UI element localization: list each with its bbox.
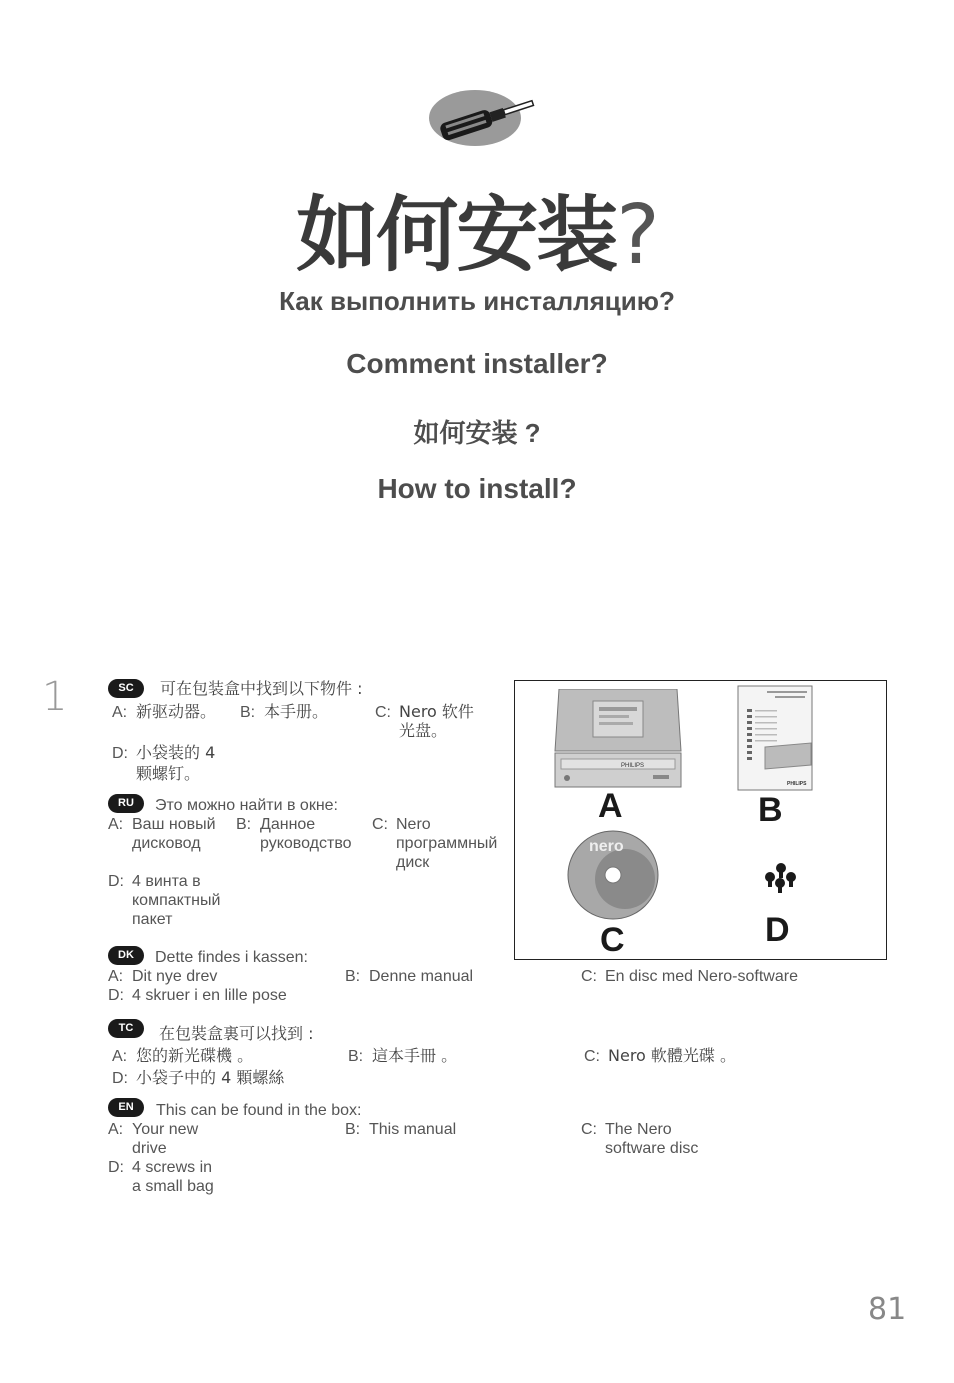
ru-d1: 4 винта в	[132, 873, 201, 890]
badge-en: EN	[108, 1098, 144, 1117]
sc-c1: Nero 软件	[399, 702, 474, 721]
tc-d: 小袋子中的 4 顆螺絲	[136, 1068, 285, 1087]
manual-image	[737, 685, 815, 793]
letter-a: A	[598, 787, 623, 825]
ru-a-key: A:	[108, 816, 124, 833]
ru-d3: пакет	[132, 911, 173, 928]
page-title: 如何安装?	[296, 188, 658, 283]
drive-image	[553, 689, 683, 789]
dk-c: En disc med Nero-software	[605, 968, 798, 985]
dk-intro: Dette findes i kassen:	[155, 949, 308, 966]
screws-image	[761, 861, 801, 895]
heading-ru: Как выполнить инсталляцию?	[279, 286, 675, 316]
tc-intro: 在包裝盒裏可以找到 :	[159, 1024, 314, 1043]
en-d-key: D:	[108, 1159, 124, 1176]
manual-brand: PHILIPS	[787, 781, 807, 787]
en-intro: This can be found in the box:	[156, 1102, 362, 1119]
tc-a: 您的新光碟機 。	[136, 1046, 254, 1065]
heading-fr: Comment installer?	[346, 348, 608, 379]
sc-b: 本手册。	[264, 702, 329, 721]
contents-illustration	[514, 680, 887, 960]
en-a1: Your new	[132, 1121, 199, 1138]
ru-c2: программный	[396, 835, 498, 852]
page-number: 81	[868, 1292, 907, 1327]
tc-c: Nero 軟體光碟 。	[608, 1046, 737, 1065]
ru-c3: диск	[396, 854, 430, 871]
en-c2: software disc	[605, 1140, 699, 1157]
ru-d-key: D:	[108, 873, 124, 890]
tc-c-key: C:	[584, 1048, 600, 1065]
heading-sc: 如何安装 ?	[413, 418, 541, 448]
badge-ru: RU	[108, 794, 144, 813]
en-d2: a small bag	[132, 1178, 214, 1195]
en-a-key: A:	[108, 1121, 124, 1138]
badge-sc: SC	[108, 679, 144, 698]
tc-a-key: A:	[112, 1048, 128, 1065]
en-c1: The Nero	[605, 1121, 672, 1138]
ru-c-key: C:	[372, 816, 388, 833]
tc-b: 這本手冊 。	[372, 1046, 458, 1065]
step-number: 1	[42, 674, 68, 720]
sc-a-key: A:	[112, 704, 128, 721]
sc-intro: 可在包装盒中找到以下物件 :	[160, 679, 363, 698]
dk-a-key: A:	[108, 968, 124, 985]
disc-image	[565, 829, 661, 921]
badge-tc: TC	[108, 1019, 144, 1038]
tc-d-key: D:	[112, 1070, 128, 1087]
dk-c-key: C:	[581, 968, 597, 985]
en-b: This manual	[369, 1121, 457, 1138]
en-b-key: B:	[345, 1121, 361, 1138]
ru-b-key: B:	[236, 816, 252, 833]
letter-c: C	[600, 921, 625, 959]
sc-a: 新驱动器。	[136, 702, 217, 721]
dk-b: Denne manual	[369, 968, 474, 985]
ru-b2: руководство	[260, 835, 352, 852]
ru-d2: компактный	[132, 892, 221, 909]
dk-a: Dit nye drev	[132, 968, 218, 985]
sc-b-key: B:	[240, 704, 256, 721]
screwdriver-icon	[425, 86, 545, 150]
letter-d: D	[765, 911, 790, 949]
ru-c1: Nero	[396, 816, 431, 833]
ru-b1: Данное	[260, 816, 316, 833]
sc-c2: 光盘。	[399, 721, 448, 740]
sc-c-key: C:	[375, 704, 391, 721]
tc-b-key: B:	[348, 1048, 364, 1065]
ru-intro: Это можно найти в окне:	[155, 797, 338, 814]
dk-b-key: B:	[345, 968, 361, 985]
sc-d2: 颗螺钉。	[136, 764, 201, 783]
heading-en: How to install?	[377, 473, 577, 504]
dk-d-key: D:	[108, 987, 124, 1004]
ru-a2: дисковод	[132, 835, 201, 852]
badge-dk: DK	[108, 946, 144, 965]
en-d1: 4 screws in	[132, 1159, 213, 1176]
sc-d-key: D:	[112, 745, 128, 762]
sc-d1: 小袋装的 4	[136, 743, 216, 762]
en-a2: drive	[132, 1140, 167, 1157]
en-c-key: C:	[581, 1121, 597, 1138]
dk-d: 4 skruer i en lille pose	[132, 987, 287, 1004]
drive-brand: PHILIPS	[621, 763, 645, 769]
ru-a1: Ваш новый	[132, 816, 216, 833]
disc-logo: nero	[589, 838, 624, 855]
letter-b: B	[758, 791, 783, 829]
